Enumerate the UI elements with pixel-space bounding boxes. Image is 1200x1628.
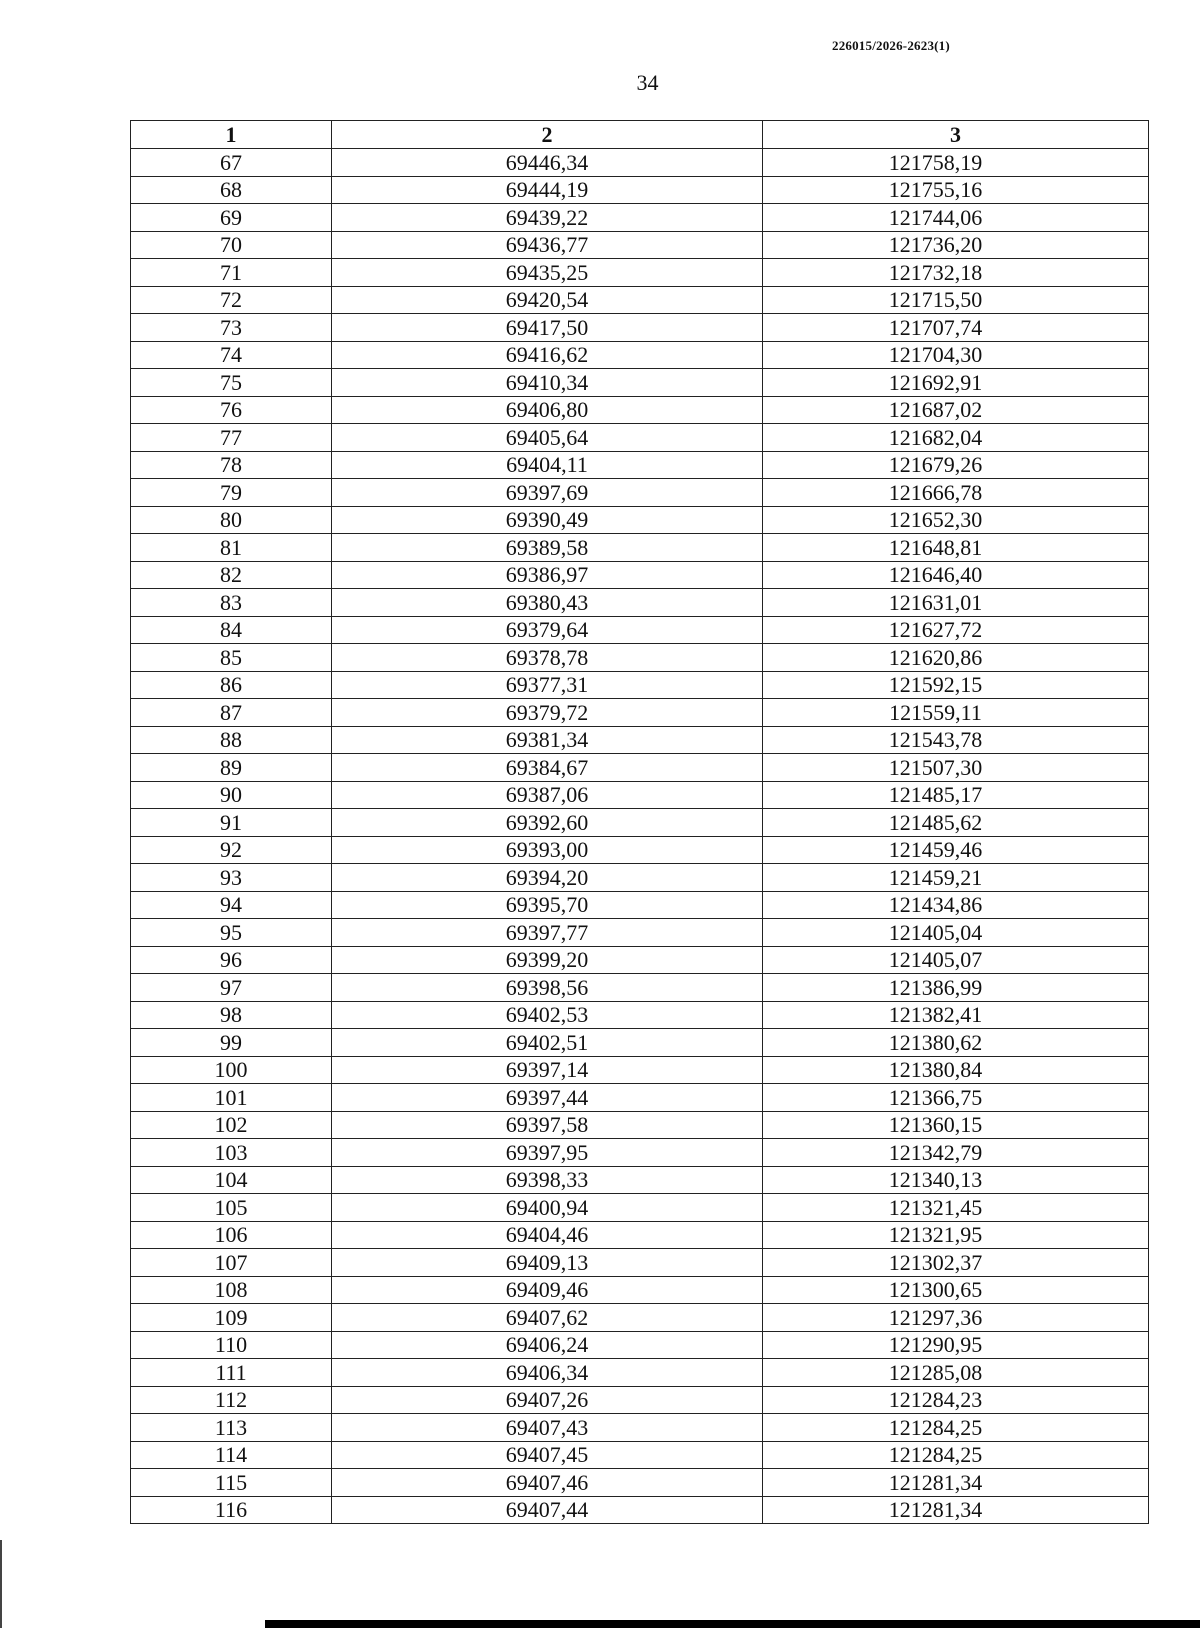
point-number-cell: 71 bbox=[131, 259, 332, 287]
x-coordinate-cell: 69390,49 bbox=[332, 506, 763, 534]
y-coordinate-cell: 121758,19 bbox=[763, 149, 1149, 177]
point-number-cell: 85 bbox=[131, 644, 332, 672]
point-number-cell: 81 bbox=[131, 534, 332, 562]
x-coordinate-cell: 69397,77 bbox=[332, 919, 763, 947]
table-row bbox=[131, 231, 1149, 259]
x-coordinate-cell: 69397,44 bbox=[332, 1084, 763, 1112]
scan-edge-mark bbox=[0, 1540, 2, 1628]
x-coordinate-cell: 69407,46 bbox=[332, 1469, 763, 1497]
x-coordinate-cell: 69420,54 bbox=[332, 286, 763, 314]
x-coordinate-cell: 69377,31 bbox=[332, 671, 763, 699]
point-number-cell: 108 bbox=[131, 1276, 332, 1304]
table-row bbox=[131, 644, 1149, 672]
y-coordinate-cell: 121620,86 bbox=[763, 644, 1149, 672]
x-coordinate-cell: 69381,34 bbox=[332, 726, 763, 754]
x-coordinate-cell: 69404,46 bbox=[332, 1221, 763, 1249]
page-number: 34 bbox=[636, 70, 659, 95]
y-coordinate-cell: 121302,37 bbox=[763, 1249, 1149, 1277]
x-coordinate-cell: 69406,24 bbox=[332, 1331, 763, 1359]
point-number-cell: 94 bbox=[131, 891, 332, 919]
table-row bbox=[131, 1414, 1149, 1442]
point-number-cell: 69 bbox=[131, 204, 332, 232]
point-number-cell: 78 bbox=[131, 451, 332, 479]
column-header-1: 1 bbox=[131, 121, 332, 149]
table-row bbox=[131, 1139, 1149, 1167]
table-header bbox=[131, 121, 1149, 149]
x-coordinate-cell: 69409,13 bbox=[332, 1249, 763, 1277]
y-coordinate-cell: 121405,07 bbox=[763, 946, 1149, 974]
x-coordinate-cell: 69406,34 bbox=[332, 1359, 763, 1387]
point-number-cell: 106 bbox=[131, 1221, 332, 1249]
table-row bbox=[131, 671, 1149, 699]
y-coordinate-cell: 121704,30 bbox=[763, 341, 1149, 369]
table-row bbox=[131, 204, 1149, 232]
x-coordinate-cell: 69407,44 bbox=[332, 1496, 763, 1524]
y-coordinate-cell: 121380,62 bbox=[763, 1029, 1149, 1057]
point-number-cell: 73 bbox=[131, 314, 332, 342]
x-coordinate-cell: 69398,33 bbox=[332, 1166, 763, 1194]
x-coordinate-cell: 69386,97 bbox=[332, 561, 763, 589]
y-coordinate-cell: 121434,86 bbox=[763, 891, 1149, 919]
point-number-cell: 70 bbox=[131, 231, 332, 259]
y-coordinate-cell: 121382,41 bbox=[763, 1001, 1149, 1029]
point-number-cell: 76 bbox=[131, 396, 332, 424]
table-row bbox=[131, 1029, 1149, 1057]
x-coordinate-cell: 69409,46 bbox=[332, 1276, 763, 1304]
x-coordinate-cell: 69444,19 bbox=[332, 176, 763, 204]
point-number-cell: 109 bbox=[131, 1304, 332, 1332]
table-row bbox=[131, 451, 1149, 479]
table-row bbox=[131, 1221, 1149, 1249]
x-coordinate-cell: 69393,00 bbox=[332, 836, 763, 864]
y-coordinate-cell: 121366,75 bbox=[763, 1084, 1149, 1112]
point-number-cell: 99 bbox=[131, 1029, 332, 1057]
point-number-cell: 84 bbox=[131, 616, 332, 644]
y-coordinate-cell: 121284,25 bbox=[763, 1441, 1149, 1469]
y-coordinate-cell: 121682,04 bbox=[763, 424, 1149, 452]
y-coordinate-cell: 121342,79 bbox=[763, 1139, 1149, 1167]
y-coordinate-cell: 121707,74 bbox=[763, 314, 1149, 342]
x-coordinate-cell: 69410,34 bbox=[332, 369, 763, 397]
table-row bbox=[131, 1084, 1149, 1112]
y-coordinate-cell: 121459,46 bbox=[763, 836, 1149, 864]
point-number-cell: 95 bbox=[131, 919, 332, 947]
x-coordinate-cell: 69399,20 bbox=[332, 946, 763, 974]
point-number-cell: 74 bbox=[131, 341, 332, 369]
point-number-cell: 75 bbox=[131, 369, 332, 397]
table-row bbox=[131, 919, 1149, 947]
y-coordinate-cell: 121507,30 bbox=[763, 754, 1149, 782]
y-coordinate-cell: 121300,65 bbox=[763, 1276, 1149, 1304]
table-row bbox=[131, 836, 1149, 864]
point-number-cell: 87 bbox=[131, 699, 332, 727]
y-coordinate-cell: 121755,16 bbox=[763, 176, 1149, 204]
table-row bbox=[131, 589, 1149, 617]
x-coordinate-cell: 69407,26 bbox=[332, 1386, 763, 1414]
x-coordinate-cell: 69406,80 bbox=[332, 396, 763, 424]
y-coordinate-cell: 121321,45 bbox=[763, 1194, 1149, 1222]
point-number-cell: 68 bbox=[131, 176, 332, 204]
point-number-cell: 101 bbox=[131, 1084, 332, 1112]
point-number-cell: 80 bbox=[131, 506, 332, 534]
table-row bbox=[131, 974, 1149, 1002]
point-number-cell: 67 bbox=[131, 149, 332, 177]
y-coordinate-cell: 121592,15 bbox=[763, 671, 1149, 699]
table-row bbox=[131, 149, 1149, 177]
x-coordinate-cell: 69397,95 bbox=[332, 1139, 763, 1167]
table-row bbox=[131, 1194, 1149, 1222]
table-row bbox=[131, 561, 1149, 589]
table-row bbox=[131, 534, 1149, 562]
x-coordinate-cell: 69407,43 bbox=[332, 1414, 763, 1442]
x-coordinate-cell: 69387,06 bbox=[332, 781, 763, 809]
y-coordinate-cell: 121405,04 bbox=[763, 919, 1149, 947]
x-coordinate-cell: 69397,69 bbox=[332, 479, 763, 507]
x-coordinate-cell: 69417,50 bbox=[332, 314, 763, 342]
y-coordinate-cell: 121485,17 bbox=[763, 781, 1149, 809]
table-body bbox=[131, 149, 1149, 1524]
y-coordinate-cell: 121281,34 bbox=[763, 1469, 1149, 1497]
y-coordinate-cell: 121559,11 bbox=[763, 699, 1149, 727]
point-number-cell: 97 bbox=[131, 974, 332, 1002]
x-coordinate-cell: 69379,64 bbox=[332, 616, 763, 644]
point-number-cell: 116 bbox=[131, 1496, 332, 1524]
table-row bbox=[131, 506, 1149, 534]
table-row bbox=[131, 1496, 1149, 1524]
point-number-cell: 89 bbox=[131, 754, 332, 782]
table-row bbox=[131, 341, 1149, 369]
x-coordinate-cell: 69439,22 bbox=[332, 204, 763, 232]
table-row bbox=[131, 864, 1149, 892]
x-coordinate-cell: 69389,58 bbox=[332, 534, 763, 562]
point-number-cell: 96 bbox=[131, 946, 332, 974]
y-coordinate-cell: 121360,15 bbox=[763, 1111, 1149, 1139]
table-row bbox=[131, 1276, 1149, 1304]
column-header-2: 2 bbox=[332, 121, 763, 149]
table-row bbox=[131, 616, 1149, 644]
point-number-cell: 113 bbox=[131, 1414, 332, 1442]
point-number-cell: 90 bbox=[131, 781, 332, 809]
y-coordinate-cell: 121543,78 bbox=[763, 726, 1149, 754]
point-number-cell: 72 bbox=[131, 286, 332, 314]
x-coordinate-cell: 69435,25 bbox=[332, 259, 763, 287]
coordinates-table bbox=[130, 120, 1149, 1524]
table-row bbox=[131, 424, 1149, 452]
table-row bbox=[131, 1001, 1149, 1029]
x-coordinate-cell: 69416,62 bbox=[332, 341, 763, 369]
x-coordinate-cell: 69402,51 bbox=[332, 1029, 763, 1057]
y-coordinate-cell: 121290,95 bbox=[763, 1331, 1149, 1359]
table-row bbox=[131, 946, 1149, 974]
x-coordinate-cell: 69397,14 bbox=[332, 1056, 763, 1084]
table-row bbox=[131, 176, 1149, 204]
table-row bbox=[131, 891, 1149, 919]
point-number-cell: 83 bbox=[131, 589, 332, 617]
y-coordinate-cell: 121652,30 bbox=[763, 506, 1149, 534]
table-row bbox=[131, 396, 1149, 424]
table-row bbox=[131, 479, 1149, 507]
table-row bbox=[131, 1359, 1149, 1387]
point-number-cell: 102 bbox=[131, 1111, 332, 1139]
y-coordinate-cell: 121459,21 bbox=[763, 864, 1149, 892]
y-coordinate-cell: 121692,91 bbox=[763, 369, 1149, 397]
table-row bbox=[131, 699, 1149, 727]
table-row bbox=[131, 1469, 1149, 1497]
x-coordinate-cell: 69400,94 bbox=[332, 1194, 763, 1222]
y-coordinate-cell: 121715,50 bbox=[763, 286, 1149, 314]
point-number-cell: 93 bbox=[131, 864, 332, 892]
point-number-cell: 77 bbox=[131, 424, 332, 452]
y-coordinate-cell: 121646,40 bbox=[763, 561, 1149, 589]
table-row bbox=[131, 1386, 1149, 1414]
point-number-cell: 114 bbox=[131, 1441, 332, 1469]
y-coordinate-cell: 121380,84 bbox=[763, 1056, 1149, 1084]
y-coordinate-cell: 121321,95 bbox=[763, 1221, 1149, 1249]
x-coordinate-cell: 69446,34 bbox=[332, 149, 763, 177]
table-row bbox=[131, 369, 1149, 397]
x-coordinate-cell: 69407,45 bbox=[332, 1441, 763, 1469]
x-coordinate-cell: 69402,53 bbox=[332, 1001, 763, 1029]
point-number-cell: 107 bbox=[131, 1249, 332, 1277]
y-coordinate-cell: 121736,20 bbox=[763, 231, 1149, 259]
scan-bottom-bar bbox=[265, 1620, 1200, 1628]
point-number-cell: 98 bbox=[131, 1001, 332, 1029]
x-coordinate-cell: 69398,56 bbox=[332, 974, 763, 1002]
x-coordinate-cell: 69384,67 bbox=[332, 754, 763, 782]
y-coordinate-cell: 121297,36 bbox=[763, 1304, 1149, 1332]
table-row bbox=[131, 1111, 1149, 1139]
table-row bbox=[131, 314, 1149, 342]
point-number-cell: 79 bbox=[131, 479, 332, 507]
x-coordinate-cell: 69397,58 bbox=[332, 1111, 763, 1139]
x-coordinate-cell: 69379,72 bbox=[332, 699, 763, 727]
y-coordinate-cell: 121285,08 bbox=[763, 1359, 1149, 1387]
y-coordinate-cell: 121340,13 bbox=[763, 1166, 1149, 1194]
point-number-cell: 100 bbox=[131, 1056, 332, 1084]
y-coordinate-cell: 121281,34 bbox=[763, 1496, 1149, 1524]
y-coordinate-cell: 121284,23 bbox=[763, 1386, 1149, 1414]
x-coordinate-cell: 69380,43 bbox=[332, 589, 763, 617]
x-coordinate-cell: 69394,20 bbox=[332, 864, 763, 892]
point-number-cell: 82 bbox=[131, 561, 332, 589]
point-number-cell: 103 bbox=[131, 1139, 332, 1167]
point-number-cell: 91 bbox=[131, 809, 332, 837]
x-coordinate-cell: 69405,64 bbox=[332, 424, 763, 452]
table-row bbox=[131, 1441, 1149, 1469]
table-row bbox=[131, 259, 1149, 287]
y-coordinate-cell: 121631,01 bbox=[763, 589, 1149, 617]
point-number-cell: 104 bbox=[131, 1166, 332, 1194]
y-coordinate-cell: 121732,18 bbox=[763, 259, 1149, 287]
table-row bbox=[131, 1249, 1149, 1277]
point-number-cell: 86 bbox=[131, 671, 332, 699]
table-row bbox=[131, 781, 1149, 809]
table-row bbox=[131, 809, 1149, 837]
table-row bbox=[131, 1304, 1149, 1332]
y-coordinate-cell: 121679,26 bbox=[763, 451, 1149, 479]
point-number-cell: 110 bbox=[131, 1331, 332, 1359]
point-number-cell: 111 bbox=[131, 1359, 332, 1387]
point-number-cell: 92 bbox=[131, 836, 332, 864]
point-number-cell: 112 bbox=[131, 1386, 332, 1414]
y-coordinate-cell: 121687,02 bbox=[763, 396, 1149, 424]
x-coordinate-cell: 69378,78 bbox=[332, 644, 763, 672]
table-row bbox=[131, 286, 1149, 314]
y-coordinate-cell: 121386,99 bbox=[763, 974, 1149, 1002]
table-row bbox=[131, 1166, 1149, 1194]
table-row bbox=[131, 754, 1149, 782]
x-coordinate-cell: 69392,60 bbox=[332, 809, 763, 837]
x-coordinate-cell: 69407,62 bbox=[332, 1304, 763, 1332]
point-number-cell: 88 bbox=[131, 726, 332, 754]
x-coordinate-cell: 69436,77 bbox=[332, 231, 763, 259]
table-row bbox=[131, 1056, 1149, 1084]
y-coordinate-cell: 121648,81 bbox=[763, 534, 1149, 562]
table-row bbox=[131, 1331, 1149, 1359]
y-coordinate-cell: 121485,62 bbox=[763, 809, 1149, 837]
document-id: 226015/2026-2623(1) bbox=[832, 38, 950, 53]
x-coordinate-cell: 69404,11 bbox=[332, 451, 763, 479]
header-row bbox=[131, 121, 1149, 149]
point-number-cell: 115 bbox=[131, 1469, 332, 1497]
y-coordinate-cell: 121744,06 bbox=[763, 204, 1149, 232]
y-coordinate-cell: 121666,78 bbox=[763, 479, 1149, 507]
point-number-cell: 105 bbox=[131, 1194, 332, 1222]
table-row bbox=[131, 726, 1149, 754]
y-coordinate-cell: 121627,72 bbox=[763, 616, 1149, 644]
x-coordinate-cell: 69395,70 bbox=[332, 891, 763, 919]
y-coordinate-cell: 121284,25 bbox=[763, 1414, 1149, 1442]
column-header-3: 3 bbox=[763, 121, 1149, 149]
